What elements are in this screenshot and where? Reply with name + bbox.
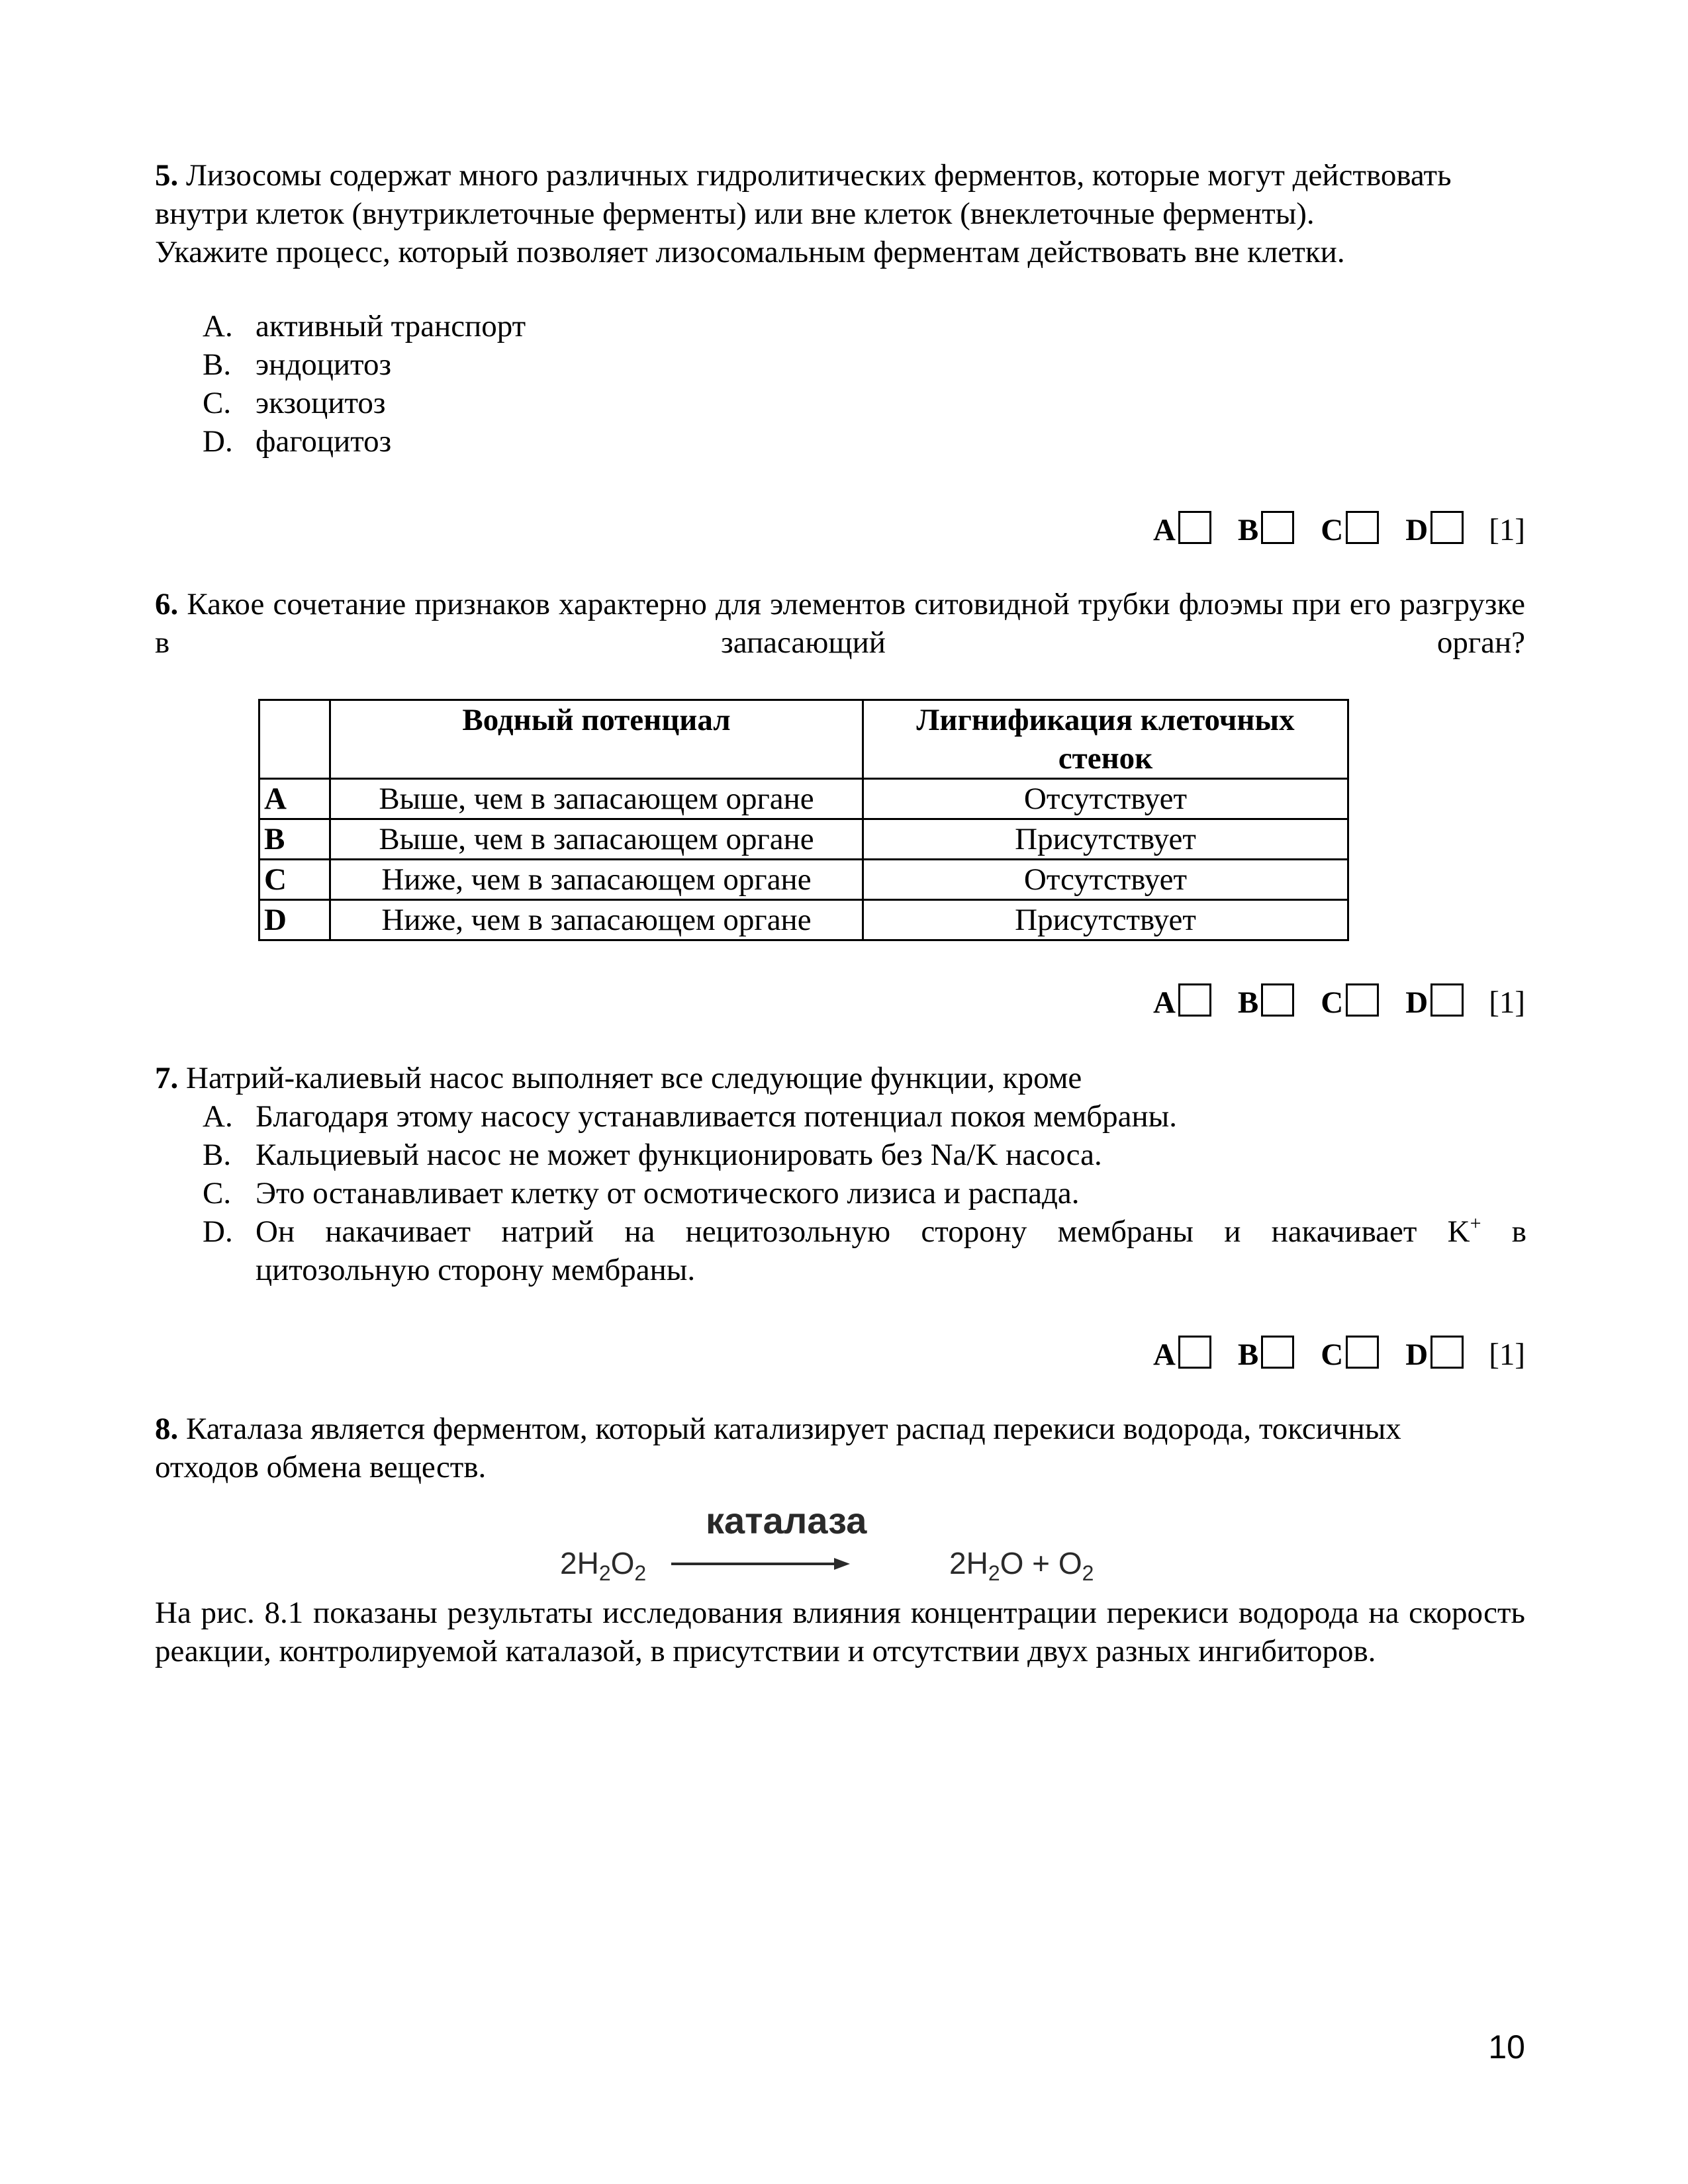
- q8-line-2: отходов обмена веществ.: [155, 1450, 487, 1484]
- q5-answer-b[interactable]: B: [1238, 511, 1294, 549]
- q5-line-2: внутри клеток (внутриклеточные ферменты) или вне клеток (внеклеточные ферменты).: [155, 197, 1315, 231]
- q7-checkbox-b[interactable]: [1261, 1336, 1294, 1369]
- q7-option-d-superscript: +: [1470, 1212, 1481, 1234]
- q7-checkbox-d[interactable]: [1430, 1336, 1464, 1369]
- q5-answer-c[interactable]: C: [1321, 511, 1379, 549]
- q6-cell-lignification: Присутствует: [863, 819, 1348, 860]
- q6-answer-d[interactable]: D: [1405, 983, 1464, 1022]
- q7-answer-a[interactable]: A: [1153, 1336, 1211, 1374]
- q7-option-a: A. Благодаря этому насосу устанавливается потенциал покоя мембраны.: [203, 1099, 1178, 1134]
- q6-row-label: D: [259, 900, 330, 940]
- q6-mark: [1]: [1489, 985, 1525, 1020]
- q5-checkbox-d[interactable]: [1430, 511, 1464, 544]
- q6-cell-water-potential: Ниже, чем в запасающем органе: [330, 900, 863, 940]
- q7-option-d-line1: Он накачивает натрий на нецитозольную сторону мембраны и накачивает K: [256, 1214, 1470, 1249]
- q5-checkbox-c[interactable]: [1346, 511, 1379, 544]
- q8-figure-description: На рис. 8.1 показаны результаты исследования влияния концентрации перекиси водорода на скорость реакции, контролируемой каталазой, в присутствии и отсутствии двух разных ингибиторов.: [155, 1596, 1525, 1668]
- q7-option-c: C. Это останавливает клетку от осмотического лизиса и распада.: [203, 1176, 1080, 1210]
- q5-number: 5.: [155, 158, 179, 193]
- q5-option-c: C. экзоцитоз: [203, 386, 386, 420]
- q7-answer-b[interactable]: B: [1238, 1336, 1294, 1374]
- q6-cell-lignification: Отсутствует: [863, 860, 1348, 900]
- q6-cell-water-potential: Ниже, чем в запасающем органе: [330, 860, 863, 900]
- q6-checkbox-d[interactable]: [1430, 983, 1464, 1017]
- table-row: [259, 779, 1348, 819]
- table-row: [259, 860, 1348, 900]
- q7-checkbox-a[interactable]: [1178, 1336, 1211, 1369]
- q6-answer-row: [1153, 976, 1525, 1022]
- table-row: [259, 819, 1348, 860]
- q6-table: [258, 699, 1349, 941]
- q5-answer-a[interactable]: A: [1153, 511, 1211, 549]
- table-row: [259, 900, 1348, 940]
- q7-options: [203, 1097, 1526, 1289]
- q6-text: [155, 585, 1525, 662]
- q6-row-label: B: [259, 819, 330, 860]
- q7-text: [155, 1059, 1525, 1097]
- q5-answer-d[interactable]: D: [1405, 511, 1464, 549]
- catalase-reaction-equation: [560, 1501, 1156, 1594]
- q6-answer-c[interactable]: C: [1321, 983, 1379, 1022]
- q6-cell-water-potential: Выше, чем в запасающем органе: [330, 779, 863, 819]
- q8-number: 8.: [155, 1412, 179, 1446]
- q6-header-water-potential: Водный потенциал: [330, 700, 863, 779]
- reaction-products: $2H_2O + O_2$: [949, 1546, 1094, 1586]
- q6-checkbox-a[interactable]: [1178, 983, 1211, 1017]
- q7-option-d: D. Он накачивает натрий на нецитозольную сторону мембраны и накачивает K+ в: [203, 1212, 1526, 1249]
- q8-line-1: Каталаза является ферментом, который катализирует распад перекиси водорода, токсичных: [186, 1412, 1401, 1446]
- q6-answer-a[interactable]: A: [1153, 983, 1211, 1022]
- q7-checkbox-c[interactable]: [1346, 1336, 1379, 1369]
- q6-header-empty: [259, 700, 330, 779]
- q6-header-lignification: Лигнификация клеточных стенок: [863, 700, 1348, 779]
- q7-mark: [1]: [1489, 1338, 1525, 1372]
- q5-text: [155, 156, 1525, 271]
- q6-cell-water-potential: Выше, чем в запасающем органе: [330, 819, 863, 860]
- reaction-enzyme-label: каталаза: [706, 1500, 867, 1541]
- q6-number: 6.: [155, 587, 179, 621]
- q6-checkbox-c[interactable]: [1346, 983, 1379, 1017]
- q6-question: Какое сочетание признаков характерно для элементов ситовидной трубки флоэмы при его разгрузке в запасающий орган?: [155, 587, 1525, 660]
- q6-row-label: A: [259, 779, 330, 819]
- q8-text: [155, 1410, 1525, 1486]
- q7-question: Натрий-калиевый насос выполняет все следующие функции, кроме: [186, 1061, 1082, 1095]
- q5-checkbox-a[interactable]: [1178, 511, 1211, 544]
- q5-line-1: Лизосомы содержат много различных гидролитических ферментов, которые могут действовать: [186, 158, 1452, 193]
- q5-line-3: Укажите процесс, который позволяет лизосомальным ферментам действовать вне клетки.: [155, 235, 1345, 269]
- q7-option-b: B. Кальциевый насос не может функционировать без Na/K насоса.: [203, 1138, 1102, 1172]
- q6-cell-lignification: Отсутствует: [863, 779, 1348, 819]
- q7-number: 7.: [155, 1061, 179, 1095]
- q7-option-d-line1-end: в: [1511, 1214, 1526, 1249]
- q7-answer-row: [1153, 1328, 1525, 1374]
- q5-option-a: A. активный транспорт: [203, 309, 526, 343]
- q5-mark: [1]: [1489, 513, 1525, 547]
- q5-answer-row: [1153, 503, 1525, 549]
- q7-answer-c[interactable]: C: [1321, 1336, 1379, 1374]
- page-number: 10: [1488, 2028, 1525, 2066]
- q5-option-b: B. эндоцитоз: [203, 347, 392, 382]
- q7-answer-d[interactable]: D: [1405, 1336, 1464, 1374]
- q6-row-label: C: [259, 860, 330, 900]
- q6-answer-b[interactable]: B: [1238, 983, 1294, 1022]
- reaction-arrow-icon: [671, 1554, 850, 1574]
- q5-checkbox-b[interactable]: [1261, 511, 1294, 544]
- reaction-reactant: $2H_2O_2$: [560, 1546, 647, 1586]
- q5-options: [203, 307, 1526, 461]
- q7-option-d-continued: цитозольную сторону мембраны.: [256, 1253, 696, 1287]
- q6-cell-lignification: Присутствует: [863, 900, 1348, 940]
- q6-table-header: [259, 700, 1348, 779]
- q5-option-d: D. фагоцитоз: [203, 424, 392, 459]
- q6-checkbox-b[interactable]: [1261, 983, 1294, 1017]
